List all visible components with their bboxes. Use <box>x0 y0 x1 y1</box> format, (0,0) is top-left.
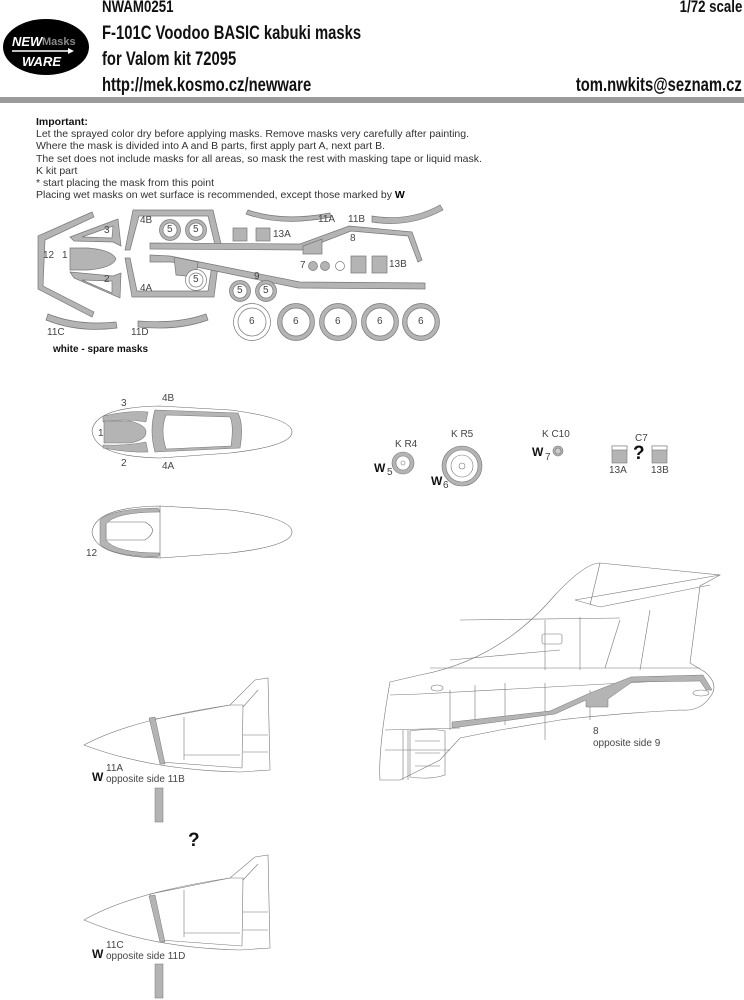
mask-label-11b: 11B <box>348 214 366 225</box>
mask-label-5: 5 <box>263 285 269 296</box>
tail-label-opposite-9: opposite side 9 <box>593 738 661 749</box>
mask-label-9: 9 <box>254 271 260 282</box>
wheel-kit-label-kc10: K C10 <box>542 429 570 440</box>
w-marker: W <box>374 461 386 475</box>
instruction-line: The set does not include masks for all areas, so mask the rest with masking tape or liquid mask. <box>36 152 482 165</box>
product-title: F-101C Voodoo BASIC kabuki masks <box>102 23 362 44</box>
instruction-line: * start placing the mask from this point <box>36 177 214 190</box>
mask-label-5: 5 <box>167 224 173 235</box>
svg-text:NEW: NEW <box>12 34 43 49</box>
part-label-13b: 13B <box>651 465 669 476</box>
wheel-kit-label-kr5: K R5 <box>451 429 474 440</box>
wheel-num-5: 5 <box>387 467 393 478</box>
mask-label-6: 6 <box>377 316 383 327</box>
nose-label-opposite-11d: opposite side 11D <box>106 951 186 962</box>
nose-label-11a: 11A <box>106 763 124 774</box>
mask-label-5: 5 <box>193 224 199 235</box>
mask-label-1: 1 <box>62 250 68 261</box>
mask-label-11a: 11A <box>318 214 336 225</box>
mask-label-4a: 4A <box>140 283 153 294</box>
mask-label-8: 8 <box>350 233 356 244</box>
instruction-line: Placing wet masks on wet surface is recommended, except those marked by W <box>36 189 405 202</box>
w-marker: W <box>92 770 104 784</box>
mask-label-12: 12 <box>43 250 55 261</box>
email-link[interactable]: tom.nwkits@seznam.cz <box>576 75 742 96</box>
question-mark: ? <box>188 830 200 851</box>
mask-label-11d: 11D <box>131 327 149 338</box>
website-link[interactable]: http://mek.kosmo.cz/newware <box>102 75 312 96</box>
mask-label-7: 7 <box>300 260 306 271</box>
wheel-kit-label-kr4: K R4 <box>395 439 418 450</box>
mask-label-13b: 13B <box>389 259 407 270</box>
canopy-label-2: 2 <box>121 458 127 469</box>
wheel-num-7: 7 <box>545 452 551 463</box>
mask-label-2: 2 <box>104 274 110 285</box>
scale-label: 1/72 scale <box>679 0 742 16</box>
nose-label-opposite-11b: opposite side 11B <box>106 774 185 785</box>
canopy-label-3: 3 <box>121 398 127 409</box>
instruction-line: Let the sprayed color dry before applying masks. Remove masks very carefully after painting. <box>36 128 470 141</box>
w-marker: W <box>394 189 405 202</box>
svg-text:WARE: WARE <box>22 54 61 69</box>
instructions-heading: Important: <box>36 116 88 128</box>
canopy-label-1: 1 <box>98 428 104 439</box>
mask-label-6: 6 <box>293 316 299 327</box>
instruction-line: Where the mask is divided into A and B parts, first apply part A, next part B. <box>36 140 386 153</box>
mask-label-6: 6 <box>335 316 341 327</box>
nose-label-11c: 11C <box>106 940 124 951</box>
canopy-label-4b: 4B <box>162 393 175 404</box>
canopy-label-12: 12 <box>86 548 98 559</box>
kit-reference: for Valom kit 72095 <box>102 49 237 70</box>
spare-masks-note: white - spare masks <box>53 344 149 355</box>
part-label-13a: 13A <box>609 465 627 476</box>
mask-label-6: 6 <box>249 316 255 327</box>
mask-label-6: 6 <box>418 316 424 327</box>
canopy-label-4a: 4A <box>162 461 175 472</box>
mask-label-4b: 4B <box>140 215 153 226</box>
mask-label-5: 5 <box>237 285 243 296</box>
tail-label-8: 8 <box>593 726 599 737</box>
mask-label-13a: 13A <box>273 229 291 240</box>
product-code: NWAM0251 <box>102 0 174 16</box>
svg-text:Masks: Masks <box>42 36 76 48</box>
w-marker: W <box>92 947 104 961</box>
instruction-line: K kit part <box>36 164 78 177</box>
question-mark: ? <box>633 443 645 464</box>
mask-label-11c: 11C <box>47 327 65 338</box>
mask-label-5: 5 <box>193 274 199 285</box>
part-label-c7: C7 <box>635 433 648 444</box>
w-marker: W <box>431 474 443 488</box>
wheel-num-6: 6 <box>443 480 449 491</box>
mask-label-3: 3 <box>104 225 110 236</box>
w-marker: W <box>532 445 544 459</box>
